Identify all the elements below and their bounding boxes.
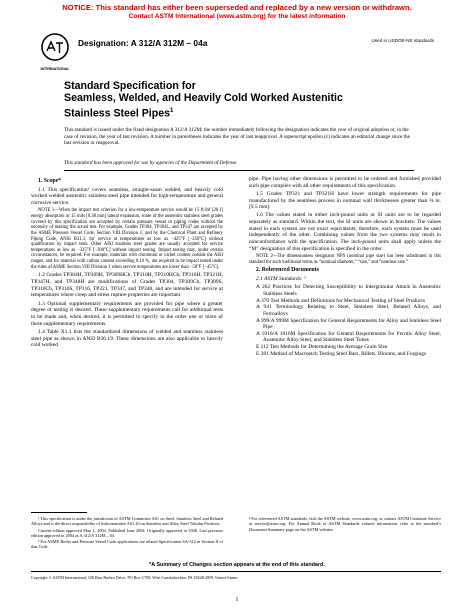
svg-text:INTERNATIONAL: INTERNATIONAL xyxy=(40,67,70,71)
summary-of-changes-note: *A Summary of Changes section appears at the end of this standard. xyxy=(149,562,325,568)
note-1: NOTE 1—When the impact test criterion for a low-temperature service would be 15 ft·lbf [20 J] energy absorption or 15 mils [0.38 mm] lateral expansion, some of the austenitic stainless steel grades covered by this specification are accepted by certain pressure vessel or piping codes without the necessity of making the actual test. For example, Grades TP304, TP304L, and TP347 are accepted by the ASME Pressure Vessel Code, Section VIII Division 1, and by the Chemical Plant and Refinery Piping Code, ANSI B31.3, for service at temperatures as low as −425°F [−250°C] without qualification by impact tests. Other AISI stainless steel grades are usually accepted for service temperatures as low as −325°F [−200°C] without impact testing. Impact testing may, under certain circumstances, be required. For example, materials with chromium or nickel content outside the AISI ranges, and for material with carbon content exceeding 0.10 %, are required to be impact tested under the rules of ASME Section VIII Division 1 when service temperatures are lower than −50°F [−45°C]. xyxy=(31,208,223,270)
reference-item: A 370 Test Methods and Definitions for Mechanical Testing of Steel Products xyxy=(256,297,425,304)
paragraph-1-2: 1.2 Grades TP304H, TP309H, TP309HCb, TP310H, TP310HCb, TP316H, TP321H, TP347H, and TP348H are modifications of Grades TP304, TP309Cb, TP309S, TP310Cb, TP310S, TP316, TP321, TP347, and TP348, and are intended for service at temperatures where creep and stress rupture properties are important. xyxy=(31,272,223,299)
header-rule xyxy=(64,170,414,171)
footnote-3: ³ For referenced ASTM standards, visit the ASTM website, www.astm.org, or contact ASTM Customer Service at service@astm.org. For Annual Book of ASTM Standards volume information, refer to the standard’s Document Summary page on the ASTM website. xyxy=(249,516,441,532)
astm-logo-icon xyxy=(40,33,70,73)
notice-line-2: Contact ASTM International (www.astm.org) for the latest information xyxy=(128,13,346,20)
title-line-3: Stainless Steel Pipes$^1$ xyxy=(64,107,174,120)
note-2: NOTE 2—The dimensionless designator NPS (nominal pipe size) has been substituted in this standard for such traditional terms as “nominal diameter,” “size,” and “nominal size.” xyxy=(249,254,441,265)
footer-rule xyxy=(31,571,441,572)
footnote-1: ¹ This specification is under the jurisdiction of ASTM Committee A01 on Steel, Stainless Steel and Related Alloys and is the direct responsibility of Subcommittee A01.10 on Stainless and Alloy Steel Tubular Products. xyxy=(31,516,223,527)
paragraph-2-1: 2.1 ASTM Standards: ³ xyxy=(256,275,306,282)
designation: Designation: A 312/A 312M – 04a xyxy=(78,38,208,48)
page-number: 1 xyxy=(235,597,239,603)
reference-item: A 1016/A 1016M Specification for General Requirements for Ferritic Alloy Steel, Austenitic Alloy Steel, and Stainless Steel Tubes xyxy=(256,330,441,344)
paragraph-1-5: 1.5 Grades TP321 and TP321H have lower strength requirements for pipe manufactured by the seamless process in nominal wall thicknesses greater than ⅜ in. [9.5 mm]. xyxy=(249,190,441,211)
paragraph-1-4: 1.4 Table X1.1 lists the standardized dimensions of welded and seamless stainless steel pipe as shown in ANSI B36.19. These dimensions are also applicable to heavily cold worked xyxy=(31,328,223,349)
title-line-1: Standard Specification for xyxy=(64,80,196,92)
copyright: Copyright © ASTM International, 100 Barr Harbor Drive, PO Box C700, West Conshohocken, PA 19428-2959, United States. xyxy=(31,575,239,580)
paragraph-1-6: 1.6 The values stated in either inch-pound units or SI units are to be regarded separately as standard. Within the text, the SI units are shown in brackets. The values stated in each system are not exact equivalents; therefore, each system must be used independently of the other. Combining values from the two systems may result in nonconformance with the specification. The inch-pound units shall apply unless the “M” designation of this specification is specified in the order. xyxy=(249,212,441,252)
paragraph-1-1: 1.1 This specification² covers seamless, straight-seam welded, and heavily cold worked welded austenitic stainless steel pipe intended for high-temperature and general corrosive service. xyxy=(31,186,223,206)
reference-item: E 381 Method of Macroetch Testing Steel Bars, Billets, Blooms, and Forgings xyxy=(256,350,427,357)
paragraph-1-4-continued: pipe. Pipe having other dimensions is permitted to be ordered and furnished provided such pipe complies with all other requirements of this specification. xyxy=(249,176,441,189)
title-line-2: Seamless, Welded, and Heavily Cold Worked Austenitic xyxy=(64,92,343,105)
document-title xyxy=(64,80,424,120)
footnote-1-edition: Current edition approved May 1, 2004. Published June 2004. Originally approved in 1948. Last previous edition approved in 2004 as A 312/A 312M – 04. xyxy=(31,527,223,538)
paragraph-1-3: 1.3 Optional supplementary requirements are provided for pipe where a greater degree of testing is desired. These supplementary requirements call for additional tests to be made and, when desired, it is permitted to specify in the order one or more of these supplementary requirements. xyxy=(31,300,223,327)
section-scope-heading: 1. Scope* xyxy=(38,178,62,184)
section-referenced-documents-heading: 2. Referenced Documents xyxy=(256,267,319,274)
footnote-rule xyxy=(31,512,87,513)
reference-item: E 112 Test Methods for Determining the Average Grain Size xyxy=(256,344,388,351)
left-column xyxy=(31,176,223,350)
footnotes-left xyxy=(31,516,223,551)
reference-item: A 262 Practices for Detecting Susceptibility to Intergranular Attack in Austenitic Stainless Steels xyxy=(256,284,441,297)
used-in-note: Used in USDOE-NE standards xyxy=(371,38,434,43)
footnote-2: ² For ASME Boiler and Pressure Vessel Code applications see related Specification SA-312 in Section II of that Code. xyxy=(31,539,223,550)
title-footnote-mark: 1 xyxy=(170,107,174,114)
defense-note: This standard has been approved for use by agencies of the Department of Defense. xyxy=(64,160,238,166)
reference-item: A 941 Terminology Relating to Steel, Stainless Steel, Related Alloys, and Ferroalloys xyxy=(256,304,441,317)
right-column xyxy=(249,176,441,357)
notice-banner xyxy=(0,3,474,21)
reference-item: A 999/A 999M Specification for General Requirements for Alloy and Stainless Steel Pipe xyxy=(256,317,441,331)
designation-note: This standard is issued under the fixed designation A 312/A 312M; the number immediately following the designation indicates the year of original adoption or, in the case of revision, the year of last revision. A number in parentheses indicates the year of last reapproval. A superscript epsilon (ε) indicates an editorial change since the last revision or reapproval. xyxy=(64,127,410,147)
notice-line-1: NOTICE: This standard has either been superseded and replaced by a new version or withdrawn. xyxy=(62,3,412,12)
